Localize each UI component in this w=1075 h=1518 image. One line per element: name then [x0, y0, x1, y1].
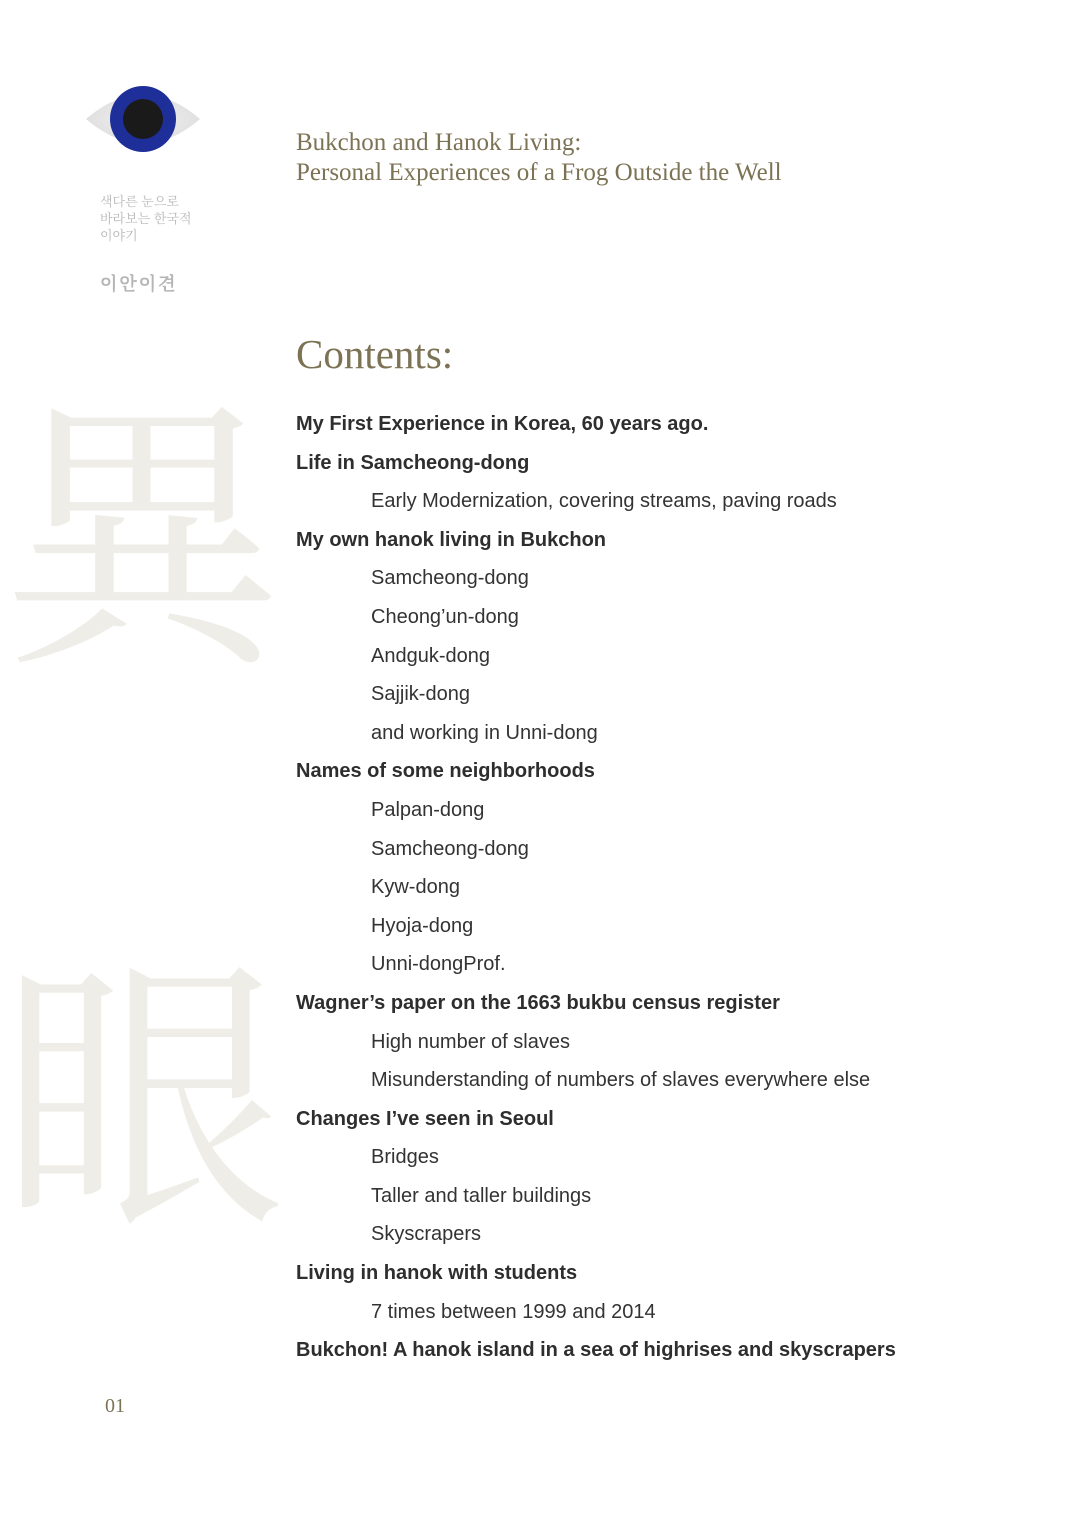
toc-subsection: 7 times between 1999 and 2014 — [371, 1300, 656, 1323]
table-of-contents — [296, 409, 996, 1374]
toc-subsection: Samcheong-dong — [371, 567, 529, 590]
toc-chapter: Changes I’ve seen in Seoul — [296, 1107, 554, 1130]
tagline-line: 색다른 눈으로 — [100, 194, 179, 209]
book-title — [296, 128, 782, 188]
tagline-line: 바라보는 한국적 — [100, 211, 192, 226]
title-line: Bukchon and Hanok Living: — [296, 129, 582, 156]
toc-subsection: Bridges — [371, 1146, 439, 1169]
toc-subsection: Skyscrapers — [371, 1223, 482, 1246]
toc-chapter: My First Experience in Korea, 60 years ago. — [296, 413, 709, 435]
toc-subsection: High number of slaves — [371, 1030, 570, 1053]
toc-subsection: and working in Unni-dong — [371, 721, 598, 744]
toc-subsection: Cheong’un-dong — [371, 605, 519, 628]
toc-subsection: Andguk-dong — [371, 644, 490, 667]
toc-chapter: Living in hanok with students — [296, 1262, 578, 1285]
toc-chapter: Wagner’s paper on the 1663 bukbu census register — [296, 991, 780, 1014]
author-name: 이안이견 — [100, 274, 178, 294]
toc-subsection: Palpan-dong — [371, 798, 485, 821]
toc-chapter: Life in Samcheong-dong — [296, 451, 530, 474]
tagline-line: 이야기 — [100, 228, 138, 243]
toc-chapter: My own hanok living in Bukchon — [296, 528, 607, 551]
contents-heading: Contents: — [296, 331, 454, 377]
toc-subsection: Unni-dongProf. — [371, 953, 506, 976]
tagline — [100, 193, 192, 244]
toc-subsection: Samcheong-dong — [371, 837, 529, 860]
background-hanja-watermark: 異 — [0, 376, 285, 708]
page-number: 01 — [105, 1395, 125, 1417]
toc-chapter: Names of some neighborhoods — [296, 760, 595, 783]
subtitle-line: Personal Experiences of a Frog Outside the Well — [296, 159, 782, 186]
eye-icon — [84, 80, 202, 158]
toc-subsection: Early Modernization, covering streams, paving roads — [371, 490, 837, 513]
toc-subsection: Hyoja-dong — [371, 914, 474, 937]
toc-subsection: Taller and taller buildings — [371, 1184, 592, 1207]
toc-chapter: Bukchon! A hanok island in a sea of highrises and skyscrapers — [296, 1339, 896, 1362]
toc-subsection: Kyw-dong — [371, 876, 460, 899]
toc-subsection: Sajjik-dong — [371, 683, 470, 706]
background-hanja-watermark: 眼 — [0, 936, 285, 1268]
toc-subsection: Misunderstanding of numbers of slaves everywhere else — [371, 1069, 871, 1092]
